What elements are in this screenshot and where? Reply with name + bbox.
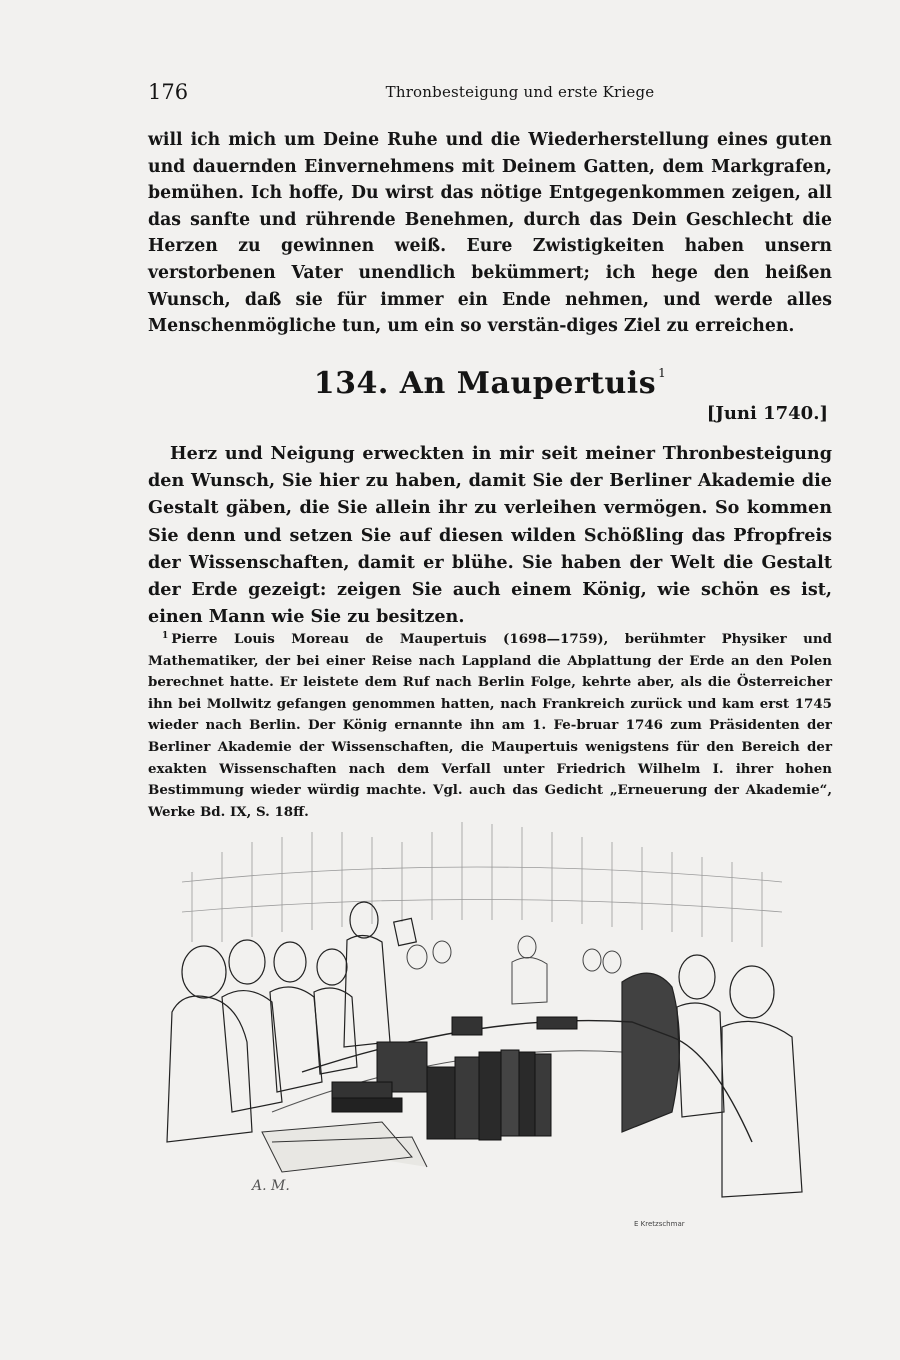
letter-heading-text: 134. An Maupertuis (313, 366, 657, 401)
running-title: Thronbesteigung und erste Kriege (385, 83, 655, 101)
papers (262, 1122, 427, 1172)
footnote-reference: 1 (658, 366, 667, 380)
footnote-marker: 1 (162, 631, 169, 641)
distant-figures (407, 936, 621, 1004)
background-hatching (182, 822, 782, 947)
letter-date: [Juni 1740.] (706, 403, 828, 424)
engraving-academy-meeting (152, 812, 812, 1238)
running-head (148, 80, 832, 106)
paragraph-continued: will ich mich um Deine Ruhe und die Wiederherstellung eines guten und dauernden Einvernehmens mit Deinem Gatten, dem Markgrafen, bemühen. Ich hoffe, Du wirst das nötige Entgegenkommen zeigen, all das sanfte und rührende Benehmen, durch das Dein Geschlecht die Herzen zu gewinnen weiß. Eure Zwistigkeiten haben unsern verstorbenen Vater unendlich bekümmert; ich hege den heißen Wunsch, daß sie für immer ein Ende nehmen, und werde alles Menschenmögliche tun, um ein so verstän-diges Ziel zu erreichen. (148, 130, 832, 337)
signature-left: A. M. (252, 1178, 290, 1194)
seated-figures-left (167, 940, 357, 1142)
signature-right: E Kretzschmar (634, 1220, 685, 1228)
footnote-text: Pierre Louis Moreau de Maupertuis (1698—1759), berühmter Physiker und Mathematiker, der bei einer Reise nach Lappland die Abplattung der Erde an den Polen berechnet hatte. Er leistete dem Ruf nach Berlin Folge, kehrte aber, als die Österreicher ihn bei Mollwitz gefangen genommen hatten, nach Frankreich zurück und kam erst 1745 wieder nach Berlin. Der König ernannte ihn am 1. Fe-bruar 1746 zum Präsidenten der Berliner Akademie der Wissenschaften, die Maupertuis wenigstens für den Bereich der exakten Wissenschaften nach dem Verfall unter Friedrich Wilhelm I. ihrer hohen Bestimmung wieder würdig machte. Vgl. auch das Gedicht „Erneuerung der Akademie“, Werke Bd. IX, S. 18ff. (148, 631, 832, 820)
books-stack (332, 1017, 577, 1140)
footnote (148, 626, 832, 823)
page-number: 176 (148, 80, 189, 104)
letter-heading (148, 366, 832, 401)
engraving-drawing (152, 812, 812, 1238)
letter-body: Herz und Neigung erweckten in mir seit meiner Thronbesteigung den Wunsch, Sie hier zu haben, damit Sie der Berliner Akademie die Gestalt gäben, die Sie allein ihr zu verleihen vermögen. So kommen Sie denn und setzen Sie auf diesen wilden Schößling das Pfropfreis der Wissenschaften, damit er blühe. Sie haben der Welt die Gestalt der Erde gezeigt: zeigen Sie auch einem König, wie schön es ist, einen Mann wie Sie zu besitzen. (148, 443, 832, 628)
standing-figure (344, 902, 416, 1047)
seated-figures-right (622, 955, 802, 1197)
